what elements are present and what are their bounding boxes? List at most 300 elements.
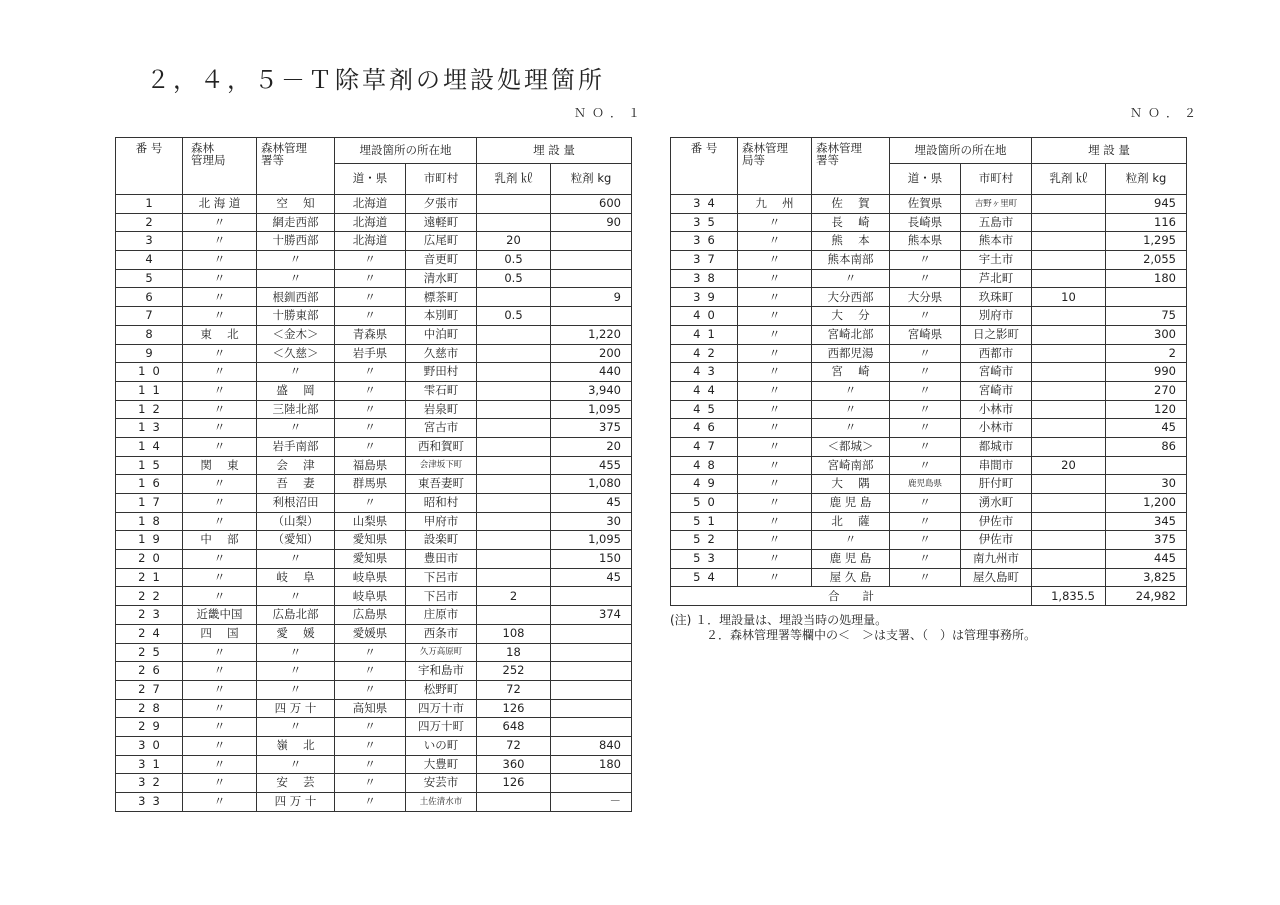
city-cell: 甲府市 — [406, 512, 477, 531]
prefecture-cell: 〃 — [890, 344, 961, 363]
office-cell: 〃 — [257, 680, 335, 699]
prefecture-cell: 〃 — [890, 456, 961, 475]
total-emulsion: 1,835.5 — [1032, 587, 1106, 606]
emulsion-cell — [477, 475, 551, 494]
row-number: 10 — [116, 363, 183, 382]
granule-cell: 116 — [1106, 213, 1187, 232]
row-number: 26 — [116, 662, 183, 681]
office-cell: 〃 — [257, 419, 335, 438]
emulsion-cell — [1032, 437, 1106, 456]
granule-cell: 1,095 — [551, 400, 632, 419]
prefecture-cell: 〃 — [335, 400, 406, 419]
city-cell: 西条市 — [406, 624, 477, 643]
row-number: 39 — [671, 288, 738, 307]
granule-cell: 300 — [1106, 325, 1187, 344]
total-granule: 24,982 — [1106, 587, 1187, 606]
office-cell: 三陸北部 — [257, 400, 335, 419]
office-cell: 四 万 十 — [257, 699, 335, 718]
row-number: 30 — [116, 736, 183, 755]
prefecture-cell: 岐阜県 — [335, 587, 406, 606]
table-row — [116, 400, 632, 419]
office-cell: 広島北部 — [257, 606, 335, 625]
bureau-cell: 〃 — [738, 531, 812, 550]
prefecture-cell: 〃 — [890, 269, 961, 288]
city-cell: 設楽町 — [406, 531, 477, 550]
granule-cell: 270 — [1106, 381, 1187, 400]
emulsion-cell: 126 — [477, 774, 551, 793]
city-cell: 本別町 — [406, 307, 477, 326]
row-number: 45 — [671, 400, 738, 419]
prefecture-cell: 〃 — [335, 494, 406, 513]
office-cell: 〃 — [257, 718, 335, 737]
prefecture-cell: 〃 — [335, 269, 406, 288]
table-row — [116, 195, 632, 214]
office-cell: 岐 阜 — [257, 568, 335, 587]
bureau-cell: 〃 — [183, 755, 257, 774]
office-cell: 熊 本 — [812, 232, 890, 251]
prefecture-cell: 〃 — [890, 512, 961, 531]
row-number: 33 — [116, 793, 183, 812]
emulsion-cell — [477, 606, 551, 625]
row-number: 21 — [116, 568, 183, 587]
row-number: 1 — [116, 195, 183, 214]
office-cell: 〃 — [812, 531, 890, 550]
table-row — [671, 307, 1187, 326]
row-number: 3 — [116, 232, 183, 251]
bureau-cell: 〃 — [738, 269, 812, 288]
header-amount: 埋 設 量 — [477, 138, 632, 164]
office-cell: 長 崎 — [812, 213, 890, 232]
city-cell: 宮古市 — [406, 419, 477, 438]
city-cell: 松野町 — [406, 680, 477, 699]
emulsion-cell — [477, 363, 551, 382]
bureau-cell: 〃 — [738, 288, 812, 307]
city-cell: 下呂市 — [406, 587, 477, 606]
emulsion-cell — [477, 456, 551, 475]
bureau-cell: 〃 — [183, 213, 257, 232]
prefecture-cell: 北海道 — [335, 232, 406, 251]
prefecture-cell: 広島県 — [335, 606, 406, 625]
granule-cell — [551, 662, 632, 681]
table-row — [116, 550, 632, 569]
city-cell: 串間市 — [961, 456, 1032, 475]
emulsion-cell — [477, 381, 551, 400]
city-cell: 肝付町 — [961, 475, 1032, 494]
office-cell: 四 万 十 — [257, 793, 335, 812]
header-prefecture: 道・県 — [890, 164, 961, 195]
bureau-cell: 〃 — [738, 307, 812, 326]
row-number: 19 — [116, 531, 183, 550]
row-number: 7 — [116, 307, 183, 326]
emulsion-cell — [1032, 550, 1106, 569]
prefecture-cell: 〃 — [335, 437, 406, 456]
table-row — [671, 325, 1187, 344]
granule-cell — [551, 718, 632, 737]
table-row — [116, 606, 632, 625]
office-cell: 空 知 — [257, 195, 335, 214]
row-number: 50 — [671, 494, 738, 513]
prefecture-cell: 〃 — [890, 400, 961, 419]
emulsion-cell: 648 — [477, 718, 551, 737]
table-row — [671, 381, 1187, 400]
bureau-cell: 〃 — [738, 251, 812, 270]
bureau-cell: 四 国 — [183, 624, 257, 643]
prefecture-cell: 〃 — [890, 251, 961, 270]
prefecture-cell: 〃 — [335, 718, 406, 737]
bureau-cell: 〃 — [738, 550, 812, 569]
granule-cell: 3,825 — [1106, 568, 1187, 587]
city-cell: 熊本市 — [961, 232, 1032, 251]
office-cell: 〃 — [257, 587, 335, 606]
granule-cell: 45 — [1106, 419, 1187, 438]
prefecture-cell: 〃 — [890, 307, 961, 326]
office-cell: 宮崎南部 — [812, 456, 890, 475]
office-cell: 〃 — [257, 662, 335, 681]
bureau-cell: 〃 — [183, 550, 257, 569]
row-number: 15 — [116, 456, 183, 475]
row-number: 28 — [116, 699, 183, 718]
emulsion-cell: 108 — [477, 624, 551, 643]
emulsion-cell: 0.5 — [477, 307, 551, 326]
emulsion-cell — [477, 400, 551, 419]
row-number: 23 — [116, 606, 183, 625]
emulsion-cell — [1032, 269, 1106, 288]
granule-cell: 1,220 — [551, 325, 632, 344]
row-number: 29 — [116, 718, 183, 737]
granule-cell: 45 — [551, 568, 632, 587]
granule-cell — [551, 251, 632, 270]
emulsion-cell — [477, 288, 551, 307]
office-cell: 鹿 児 島 — [812, 550, 890, 569]
prefecture-cell: 〃 — [335, 680, 406, 699]
bureau-cell: 〃 — [738, 325, 812, 344]
granule-cell — [551, 643, 632, 662]
granule-cell — [551, 774, 632, 793]
office-cell: 北 薩 — [812, 512, 890, 531]
office-cell: 〃 — [812, 400, 890, 419]
city-cell: 野田村 — [406, 363, 477, 382]
bureau-cell: 〃 — [738, 512, 812, 531]
office-cell: （山梨） — [257, 512, 335, 531]
prefecture-cell: 宮崎県 — [890, 325, 961, 344]
row-number: 9 — [116, 344, 183, 363]
city-cell: 四万十市 — [406, 699, 477, 718]
emulsion-cell — [1032, 400, 1106, 419]
bureau-cell: 〃 — [183, 680, 257, 699]
granule-cell: 455 — [551, 456, 632, 475]
bureau-cell: 〃 — [738, 400, 812, 419]
page-title: ２，４，５－Ｔ除草剤の埋設処理箇所 — [146, 66, 605, 94]
city-cell: 小林市 — [961, 400, 1032, 419]
office-cell: 〃 — [257, 363, 335, 382]
total-label: 合 計 — [671, 587, 1032, 606]
row-number: 4 — [116, 251, 183, 270]
table-row — [116, 568, 632, 587]
prefecture-cell: 〃 — [335, 736, 406, 755]
office-cell: 〃 — [257, 269, 335, 288]
bureau-cell: 〃 — [183, 288, 257, 307]
table-row — [116, 213, 632, 232]
city-cell: 土佐清水市 — [406, 793, 477, 812]
row-number: 36 — [671, 232, 738, 251]
granule-cell: 374 — [551, 606, 632, 625]
emulsion-cell — [1032, 568, 1106, 587]
emulsion-cell: 20 — [1032, 456, 1106, 475]
row-number: 44 — [671, 381, 738, 400]
prefecture-cell: 〃 — [890, 531, 961, 550]
city-cell: 宮崎市 — [961, 363, 1032, 382]
city-cell: 岩泉町 — [406, 400, 477, 419]
city-cell: 庄原市 — [406, 606, 477, 625]
table-row — [116, 624, 632, 643]
bureau-cell: 〃 — [738, 419, 812, 438]
row-number: 31 — [116, 755, 183, 774]
city-cell: 音更町 — [406, 251, 477, 270]
table-row — [116, 269, 632, 288]
city-cell: 湧水町 — [961, 494, 1032, 513]
office-cell: 愛 媛 — [257, 624, 335, 643]
emulsion-cell — [1032, 325, 1106, 344]
bureau-cell: 〃 — [183, 774, 257, 793]
granule-cell: 345 — [1106, 512, 1187, 531]
city-cell: 昭和村 — [406, 494, 477, 513]
emulsion-cell — [477, 494, 551, 513]
granule-cell: 180 — [551, 755, 632, 774]
city-cell: 安芸市 — [406, 774, 477, 793]
city-cell: 西都市 — [961, 344, 1032, 363]
emulsion-cell — [1032, 213, 1106, 232]
prefecture-cell: 鹿児島県 — [890, 475, 961, 494]
city-cell: 宇土市 — [961, 251, 1032, 270]
bureau-cell: 〃 — [183, 643, 257, 662]
emulsion-cell — [1032, 232, 1106, 251]
table-row — [116, 643, 632, 662]
row-number: 6 — [116, 288, 183, 307]
city-cell: 伊佐市 — [961, 531, 1032, 550]
prefecture-cell: 〃 — [335, 755, 406, 774]
row-number: 5 — [116, 269, 183, 288]
header-number: 番 号 — [671, 138, 738, 195]
granule-cell: 90 — [551, 213, 632, 232]
emulsion-cell: 72 — [477, 680, 551, 699]
granule-cell: 30 — [551, 512, 632, 531]
city-cell: 日之影町 — [961, 325, 1032, 344]
table-row — [116, 325, 632, 344]
granule-cell: 2,055 — [1106, 251, 1187, 270]
emulsion-cell — [1032, 307, 1106, 326]
emulsion-cell — [477, 437, 551, 456]
emulsion-cell — [477, 344, 551, 363]
granule-cell: 180 — [1106, 269, 1187, 288]
office-cell: （愛知） — [257, 531, 335, 550]
office-cell: 佐 賀 — [812, 195, 890, 214]
table-row — [116, 736, 632, 755]
row-number: 24 — [116, 624, 183, 643]
granule-cell: 945 — [1106, 195, 1187, 214]
row-number: 11 — [116, 381, 183, 400]
granule-cell — [551, 699, 632, 718]
prefecture-cell: 〃 — [890, 363, 961, 382]
header-amount: 埋 設 量 — [1032, 138, 1187, 164]
office-cell: ＜久慈＞ — [257, 344, 335, 363]
granule-cell: 86 — [1106, 437, 1187, 456]
bureau-cell: 〃 — [183, 699, 257, 718]
granule-cell — [1106, 288, 1187, 307]
bureau-cell: 〃 — [183, 251, 257, 270]
office-cell: 盛 岡 — [257, 381, 335, 400]
header-number: 番 号 — [116, 138, 183, 195]
city-cell: 伊佐市 — [961, 512, 1032, 531]
row-number: 49 — [671, 475, 738, 494]
table-row — [671, 550, 1187, 569]
granule-cell: 200 — [551, 344, 632, 363]
header-emulsion: 乳剤 ㎘ — [477, 164, 551, 195]
bureau-cell: 〃 — [738, 363, 812, 382]
prefecture-cell: 青森県 — [335, 325, 406, 344]
bureau-cell: 〃 — [738, 437, 812, 456]
note-1: (注) １．埋設量は、埋設当時の処理量。 — [670, 613, 888, 627]
emulsion-cell: 18 — [477, 643, 551, 662]
emulsion-cell: 252 — [477, 662, 551, 681]
bureau-cell: 〃 — [183, 381, 257, 400]
table-row — [671, 568, 1187, 587]
prefecture-cell: 〃 — [890, 568, 961, 587]
table-row — [671, 213, 1187, 232]
bureau-cell: 〃 — [183, 568, 257, 587]
prefecture-cell: 〃 — [335, 251, 406, 270]
row-number: 16 — [116, 475, 183, 494]
row-number: 47 — [671, 437, 738, 456]
row-number: 43 — [671, 363, 738, 382]
office-cell: 吾 妻 — [257, 475, 335, 494]
table-row — [116, 662, 632, 681]
emulsion-cell — [477, 531, 551, 550]
table-row — [116, 344, 632, 363]
emulsion-cell — [1032, 475, 1106, 494]
bureau-cell: 〃 — [183, 400, 257, 419]
prefecture-cell: 高知県 — [335, 699, 406, 718]
granule-cell: 375 — [551, 419, 632, 438]
table-row — [671, 288, 1187, 307]
bureau-cell: 〃 — [183, 494, 257, 513]
granule-cell: 1,080 — [551, 475, 632, 494]
table-row — [671, 531, 1187, 550]
emulsion-cell: 0.5 — [477, 269, 551, 288]
office-cell: ＜金木＞ — [257, 325, 335, 344]
office-cell: 〃 — [257, 550, 335, 569]
table-row — [116, 512, 632, 531]
row-number: 12 — [116, 400, 183, 419]
prefecture-cell: 北海道 — [335, 195, 406, 214]
emulsion-cell — [1032, 363, 1106, 382]
office-cell: 鹿 児 島 — [812, 494, 890, 513]
emulsion-cell: 0.5 — [477, 251, 551, 270]
office-cell: 西都児湯 — [812, 344, 890, 363]
table-row — [116, 363, 632, 382]
office-cell: 会 津 — [257, 456, 335, 475]
row-number: 32 — [116, 774, 183, 793]
office-cell: 岩手南部 — [257, 437, 335, 456]
prefecture-cell: 群馬県 — [335, 475, 406, 494]
bureau-cell: 〃 — [738, 475, 812, 494]
row-number: 25 — [116, 643, 183, 662]
office-cell: 根釧西部 — [257, 288, 335, 307]
row-number: 53 — [671, 550, 738, 569]
row-number: 54 — [671, 568, 738, 587]
table-row — [671, 456, 1187, 475]
row-number: 41 — [671, 325, 738, 344]
emulsion-cell: 2 — [477, 587, 551, 606]
emulsion-cell — [1032, 195, 1106, 214]
header-office: 森林管理 署等 — [812, 138, 890, 195]
granule-cell — [551, 624, 632, 643]
bureau-cell: 〃 — [738, 213, 812, 232]
granule-cell — [551, 269, 632, 288]
note-2: ２．森林管理署等欄中の＜ ＞は支署、（ ）は管理事務所。 — [706, 628, 1037, 642]
city-cell: 遠軽町 — [406, 213, 477, 232]
city-cell: 中泊町 — [406, 325, 477, 344]
emulsion-cell — [477, 550, 551, 569]
office-cell: 大 隅 — [812, 475, 890, 494]
emulsion-cell — [1032, 531, 1106, 550]
office-cell: 大 分 — [812, 307, 890, 326]
prefecture-cell: 〃 — [335, 793, 406, 812]
city-cell: 豊田市 — [406, 550, 477, 569]
office-cell: 〃 — [812, 269, 890, 288]
city-cell: 東吾妻町 — [406, 475, 477, 494]
granule-cell: 45 — [551, 494, 632, 513]
emulsion-cell — [477, 568, 551, 587]
row-number: 46 — [671, 419, 738, 438]
city-cell: 久慈市 — [406, 344, 477, 363]
prefecture-cell: 〃 — [335, 307, 406, 326]
prefecture-cell: 〃 — [890, 550, 961, 569]
header-bureau: 森林 管理局 — [183, 138, 257, 195]
header-location: 埋設箇所の所在地 — [890, 138, 1032, 164]
prefecture-cell: 〃 — [890, 437, 961, 456]
granule-cell: 1,200 — [1106, 494, 1187, 513]
row-number: 52 — [671, 531, 738, 550]
row-number: 27 — [116, 680, 183, 699]
row-number: 34 — [671, 195, 738, 214]
header-emulsion: 乳剤 ㎘ — [1032, 164, 1106, 195]
granule-cell: 30 — [1106, 475, 1187, 494]
granule-cell: 375 — [1106, 531, 1187, 550]
prefecture-cell: 佐賀県 — [890, 195, 961, 214]
emulsion-cell — [1032, 419, 1106, 438]
table-row — [116, 774, 632, 793]
header-city: 市町村 — [406, 164, 477, 195]
header-bureau: 森林管理 局等 — [738, 138, 812, 195]
header-granule: 粒剤 kg — [551, 164, 632, 195]
office-cell: 大分西部 — [812, 288, 890, 307]
table-row — [671, 251, 1187, 270]
emulsion-cell — [1032, 381, 1106, 400]
granule-cell: 445 — [1106, 550, 1187, 569]
table-row — [671, 475, 1187, 494]
city-cell: 夕張市 — [406, 195, 477, 214]
bureau-cell: 〃 — [183, 232, 257, 251]
emulsion-cell: 126 — [477, 699, 551, 718]
header-office: 森林管理 署等 — [257, 138, 335, 195]
emulsion-cell — [477, 195, 551, 214]
city-cell: 南九州市 — [961, 550, 1032, 569]
row-number: 37 — [671, 251, 738, 270]
city-cell: 久万高原町 — [406, 643, 477, 662]
table-row — [116, 793, 632, 812]
city-cell: 玖珠町 — [961, 288, 1032, 307]
row-number: 8 — [116, 325, 183, 344]
